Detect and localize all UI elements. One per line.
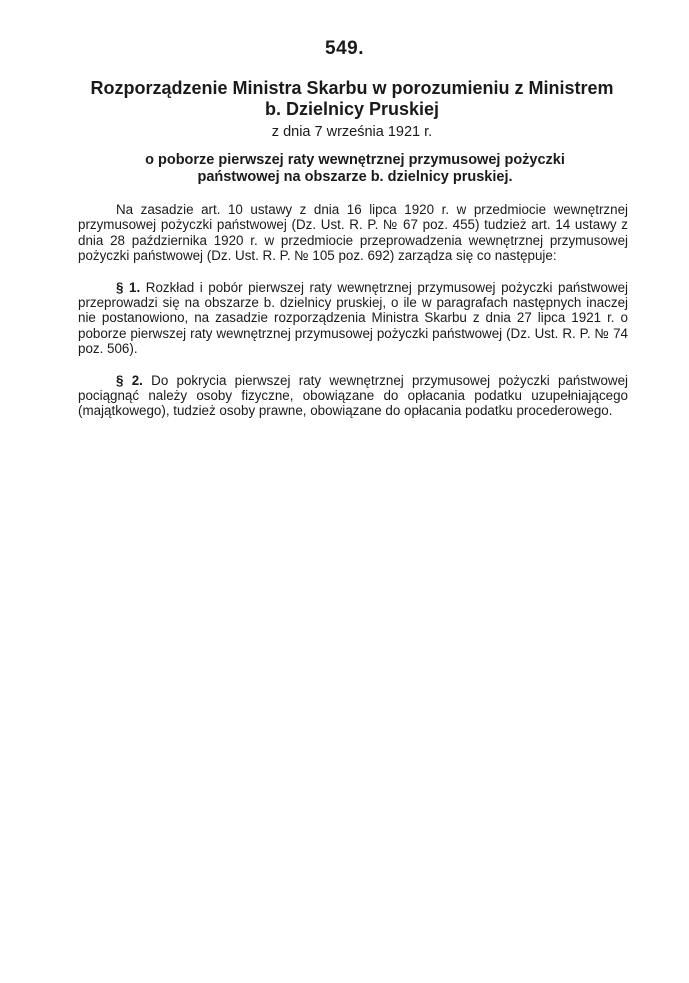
document-body <box>78 202 628 435</box>
section-2-sign: § 2. <box>116 372 143 388</box>
page-number: 549. <box>325 38 364 59</box>
subject-line-2: państwowej na obszarze b. dzielnicy pruskiej. <box>197 169 513 185</box>
subject-line-1: o poborze pierwszej raty wewnętrznej przymusowej pożyczki <box>145 152 565 168</box>
intro-paragraph: Na zasadzie art. 10 ustawy z dnia 16 lipca 1920 r. w przedmiocie wewnętrznej przymusowej pożyczki państwowej (Dz. Ust. R. P. № 67 poz. 455) tudzież art. 14 ustawy z dnia 28 października 1920 r. w przedmiocie przeprowadzenia wewnętrznej przymusowej pożyczki państwowej (Dz. Ust. R. P. № 105 poz. 692) zarządza się co następuje: <box>78 202 628 264</box>
document-date: z dnia 7 września 1921 r. <box>271 124 433 140</box>
document-title <box>72 78 632 120</box>
section-1-sign: § 1. <box>116 279 141 295</box>
title-line-1: Rozporządzenie Ministra Skarbu w porozumieniu z Ministrem <box>90 78 614 98</box>
document-subject <box>80 152 630 186</box>
section-2-text: Do pokrycia pierwszej raty wewnętrznej przymusowej pożyczki państwowej pociągnąć należy osoby fizyczne, obowiązane do opłacania podatku uzupełniającego (majątkowego), tudzież osoby prawne, obowiązane do opłacania podatku procederowego. <box>78 372 628 419</box>
section-2 <box>78 373 628 419</box>
section-1-text: Rozkład i pobór pierwszej raty wewnętrznej przymusowej pożyczki państwowej przeprowadzi się na obszarze b. dzielnicy pruskiej, o ile w paragrafach następnych inaczej nie postanowiono, na zasadzie rozporządzenia Ministra Skarbu z dnia 27 lipca 1921 r. o poborze pierwszej raty wewnętrznej przymusowej pożyczki państwowej (Dz. Ust. R. P. № 74 poz. 506). <box>78 279 628 357</box>
section-1 <box>78 280 628 357</box>
title-line-2: b. Dzielnicy Pruskiej <box>264 99 440 119</box>
